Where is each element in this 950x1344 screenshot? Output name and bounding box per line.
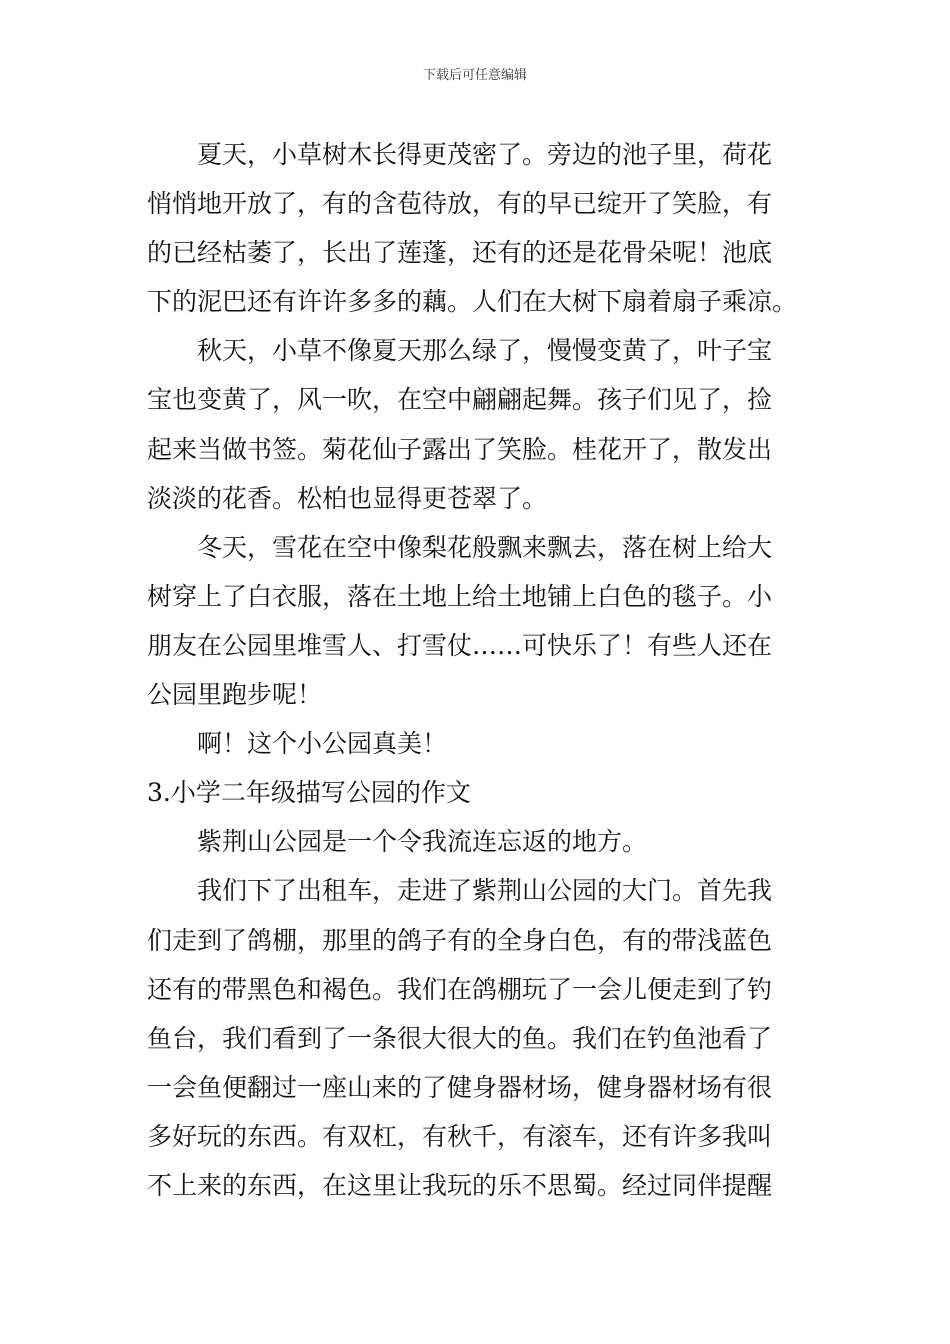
text-line: 公园里跑步呢！ xyxy=(147,680,323,710)
text-line: 鱼台，我们看到了一条很大很大的鱼。我们在钓鱼池看了 xyxy=(147,1023,773,1053)
text-line: 朋友在公园里堆雪人、打雪仗……可快乐了！有些人还在 xyxy=(147,630,773,660)
document-body xyxy=(147,130,807,1210)
text-line: 悄悄地开放了，有的含苞待放，有的早已绽开了笑脸，有 xyxy=(147,189,773,219)
text-line: 不上来的东西，在这里让我玩的乐不思蜀。经过同伴提醒 xyxy=(147,1170,773,1200)
text-line: 们走到了鸽棚，那里的鸽子有的全身白色，有的带浅蓝色 xyxy=(147,925,773,955)
text-line: 树穿上了白衣服，落在土地上给土地铺上白色的毯子。小 xyxy=(147,581,773,611)
text-line: 还有的带黑色和褐色。我们在鸽棚玩了一会儿便走到了钓 xyxy=(147,974,773,1004)
text-line: 紫荆山公园是一个令我流连忘返的地方。 xyxy=(197,827,648,857)
text-line: 下的泥巴还有许许多多的藕。人们在大树下扇着扇子乘凉。 xyxy=(147,287,798,317)
text-line: 夏天，小草树木长得更茂密了。旁边的池子里，荷花 xyxy=(197,140,773,169)
section-heading: 3.小学二年级描写公园的作文 xyxy=(147,778,471,808)
text-line: 淡淡的花香。松柏也显得更苍翠了。 xyxy=(147,483,548,513)
text-line: 宝也变黄了，风一吹，在空中翩翩起舞。孩子们见了，捡 xyxy=(147,385,773,415)
text-line: 起来当做书签。菊花仙子露出了笑脸。桂花开了，散发出 xyxy=(147,434,773,464)
text-line: 秋天，小草不像夏天那么绿了，慢慢变黄了，叶子宝 xyxy=(197,336,773,366)
text-line: 我们下了出租车，走进了紫荆山公园的大门。首先我 xyxy=(197,876,773,906)
text-line: 啊！这个小公园真美！ xyxy=(197,729,448,759)
text-line: 的已经枯萎了，长出了莲蓬，还有的还是花骨朵呢！池底 xyxy=(147,238,773,268)
page-header: 下载后可任意编辑 xyxy=(422,68,527,83)
text-line: 多好玩的东西。有双杠，有秋千，有滚车，还有许多我叫 xyxy=(147,1121,773,1151)
text-line: 一会鱼便翻过一座山来的了健身器材场，健身器材场有很 xyxy=(147,1072,773,1102)
text-line: 冬天，雪花在空中像梨花般飘来飘去，落在树上给大 xyxy=(197,532,773,562)
